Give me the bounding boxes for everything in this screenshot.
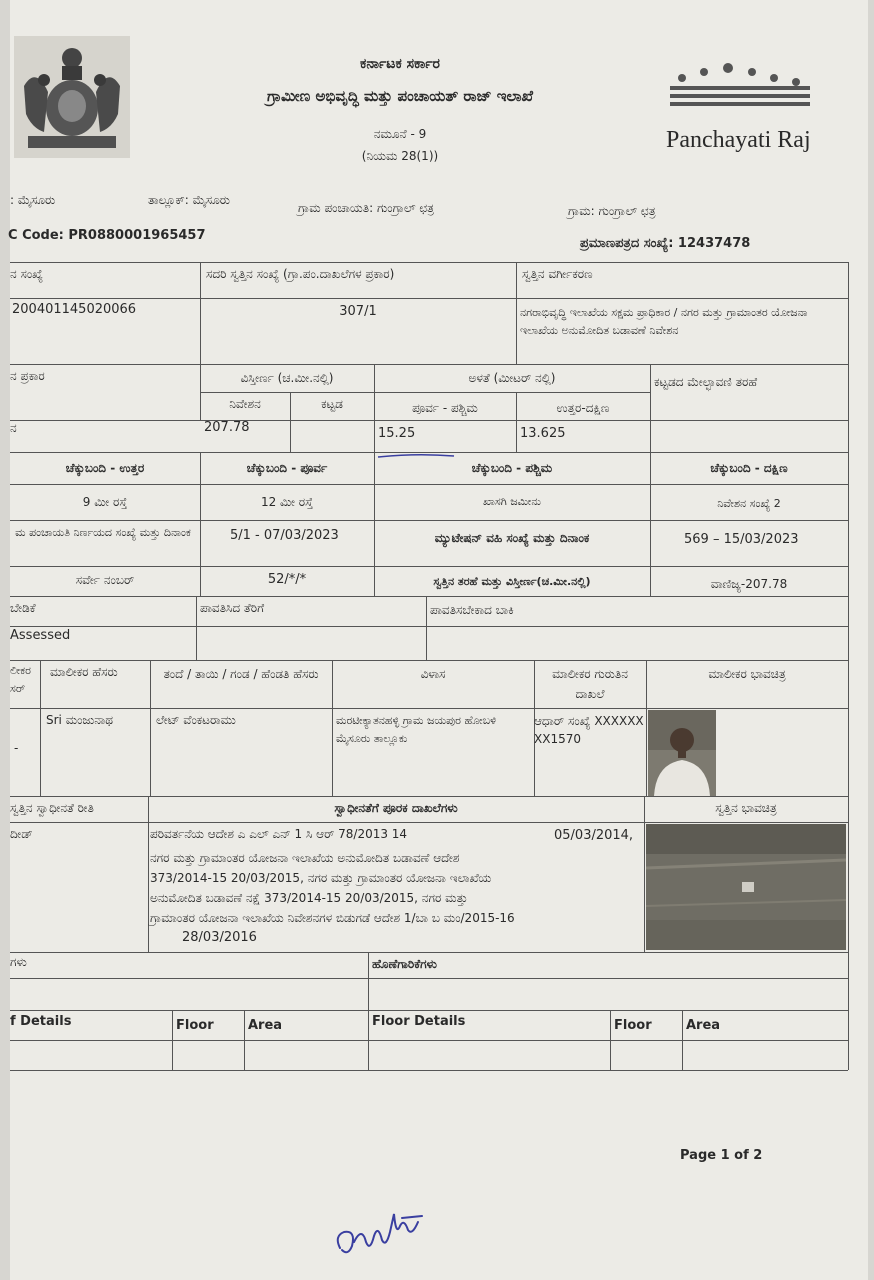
supporting-doc-line1: ಪರಿವರ್ತನೆಯ ಆದೇಶ ಎ ಎಲ್ ಎನ್ 1 ಸಿ ಆರ್ 78/2013 14 [150, 827, 408, 841]
underline-mark [376, 444, 456, 450]
village: ಗ್ರಾಮ: ಗುಂಗ್ರಾಲ್ ಛತ್ರ [568, 204, 656, 218]
header-north: ಚೆಕ್ಕುಬಂದಿ - ಉತ್ತರ [65, 461, 145, 475]
classification: ನಗರಾಭಿವೃದ್ಧಿ ಇಲಾಖೆಯ ಸಕ್ಷಮ ಪ್ರಾಧಿಕಾರ / ನಗರ ಮತ್ತು ಗ್ರಾಮಾಂತರ ಯೋಜನಾ ಇಲಾಖೆಯ ಅನುಮೋದಿತ ಬಡಾವಣೆ ನಿವೇಶನ [520, 306, 808, 337]
header-property-type: ನ ಪ್ರಕಾರ [10, 369, 45, 383]
header-supporting-docs: ಸ್ವಾಧೀನತೆಗೆ ಪೂರಕ ದಾಖಲೆಗಳು [334, 801, 458, 815]
header-gp-resolution: ಮ ಪಂಚಾಯತಿ ನಿರ್ಣಯದ ಸಂಖ್ಯೆ ಮತ್ತು ದಿನಾಂಕ [15, 526, 191, 539]
header-relation-name: ತಂದೆ / ತಾಯಿ / ಗಂಡ / ಹೆಂಡತಿ ಹೆಸರು [163, 667, 319, 681]
header-south: ಚೆಕ್ಕುಬಂದಿ - ದಕ್ಷಿಣ [710, 461, 788, 475]
property-photo [646, 824, 846, 950]
owner-number: - [14, 741, 19, 755]
header-area-1: Area [248, 1018, 283, 1033]
header-east-west: ಪೂರ್ವ - ಪಶ್ಚಿಮ [412, 401, 478, 415]
header-north-south: ಉತ್ತರ-ದಕ್ಷಿಣ [556, 401, 610, 415]
header-id-document: ಮಾಲೀಕರ ಗುರುತಿನ ದಾಖಲೆ [552, 667, 628, 701]
survey-number: 52/*/* [267, 572, 307, 587]
supporting-doc-line6: 28/03/2016 [182, 930, 257, 945]
dept-title: ಗ್ರಾಮೀಣ ಅಭಿವೃದ್ಧಿ ಮತ್ತು ಪಂಚಾಯತ್ ರಾಜ್ ಇಲಾಖೆ [266, 87, 534, 105]
header-owner-no: ಲೀಕರ ಸರ್ [10, 664, 31, 695]
header-dimensions: ಅಳತೆ (ಮೀಟರ್ ನಲ್ಲಿ) [468, 371, 556, 385]
header-liabilities: ಹೊಣೆಗಾರಿಕೆಗಳು [372, 957, 437, 971]
header-rights: ಗಳು [10, 955, 27, 969]
east-value: 12 ಮೀ ರಸ್ತೆ [260, 495, 314, 509]
supporting-doc-line3: 373/2014-15 20/03/2015, ನಗರ ಮತ್ತು ಗ್ರಾಮಾಂತರ ಯೋಜನಾ ಇಲಾಖೆಯ [150, 871, 492, 885]
header-floor-details-2: Floor Details [372, 1014, 466, 1029]
header-survey-number: ಸರ್ವೇ ನಂಬರ್ [75, 573, 135, 587]
supporting-doc-line1-date: 05/03/2014, [554, 828, 634, 843]
header-area-2: Area [686, 1018, 721, 1033]
property-kind: ವಾಣಿಜ್ಯ-207.78 [710, 577, 788, 591]
gram-panchayat: ಗ್ರಾಮ ಪಂಚಾಯತಿ: ಗುಂಗ್ರಾಲ್ ಛತ್ರ [298, 201, 435, 215]
header-address: ವಿಳಾಸ [420, 667, 446, 681]
demand-value: Assessed [10, 628, 71, 643]
north-value: 9 ಮೀ ರಸ್ತೆ [82, 495, 128, 509]
header-floor-2: Floor [614, 1018, 652, 1033]
header-acquisition-mode: ಸ್ವತ್ತಿನ ಸ್ವಾಧೀನತೆ ರೀತಿ [10, 801, 94, 815]
form-number: ನಮೂನೆ - 9 [373, 127, 427, 141]
header-classification: ಸ್ವತ್ತಿನ ವರ್ಗೀಕರಣ [522, 267, 593, 281]
relation-name: ಲೇಟ್ ವೆಂಕಟರಾಮು [156, 713, 236, 727]
header-property-number: ಸದರಿ ಸ್ವತ್ತಿನ ಸಂಖ್ಯೆ (ಗ್ರಾ.ಪಂ.ದಾಖಲೆಗಳ ಪ್ರಕಾರ) [206, 267, 395, 281]
state-emblem [14, 36, 130, 158]
owner-id: ಆಧಾರ್ ಸಂಖ್ಯೆ XXXXXXXX1570 [534, 714, 644, 746]
page-number: Page 1 of 2 [680, 1148, 763, 1163]
panchayati-raj-text: Panchayati Raj [666, 127, 811, 153]
property-id: 200401145020066 [12, 302, 137, 317]
header-owner-name: ಮಾಲೀಕರ ಹೆಸರು [50, 665, 118, 679]
header-floor-details: f Details [10, 1014, 72, 1029]
owner-name: Sri ಮಂಜುನಾಥ [46, 713, 113, 727]
header-property-id: ನ ಸಂಖ್ಯೆ [10, 267, 44, 281]
header-floor: Floor [176, 1018, 214, 1033]
header-area: ವಿಸ್ತೀರ್ಣ (ಚ.ಮೀ.ನಲ್ಲಿ) [240, 371, 334, 385]
signature [332, 1196, 432, 1266]
document-page [10, 0, 868, 1280]
lgd-code: C Code: PR0880001965457 [8, 228, 206, 243]
header-paid-tax: ಪಾವತಿಸಿದ ತೆರಿಗೆ [200, 601, 265, 615]
east-west: 15.25 [378, 426, 416, 441]
header-property-kind: ಸ್ವತ್ತಿನ ತರಹೆ ಮತ್ತು ವಿಸ್ತೀರ್ಣ(ಚ.ಮೀ.ನಲ್ಲಿ) [433, 575, 591, 588]
acquisition-mode: ದೀಡ್ [10, 827, 33, 841]
west-value: ಖಾಸಗಿ ಜಮೀನು [483, 495, 541, 508]
district: : ಮೈಸೂರು [10, 193, 56, 207]
header-owner-photo: ಮಾಲೀಕರ ಭಾವಚಿತ್ರ [708, 667, 786, 681]
rule-number: (ನಿಯಮ 28(1)) [361, 149, 439, 163]
taluk: ತಾಲ್ಲೂಕ್: ಮೈಸೂರು [148, 193, 230, 207]
supporting-doc-line4: ಅನುಮೋದಿತ ಬಡಾವಣೆ ನಕ್ಷೆ 373/2014-15 20/03/2015, ನಗರ ಮತ್ತು [150, 891, 468, 905]
owner-address: ಮರಟೀಕ್ಯಾತನಹಳ್ಳಿ ಗ್ರಾಮ ಜಯಪುರ ಹೋಬಳಿ ಮೈಸೂರು ತಾಲ್ಲೂಕು [336, 714, 497, 745]
property-type: ನ [10, 421, 17, 435]
supporting-doc-line5: ಗ್ರಾಮಾಂತರ ಯೋಜನಾ ಇಲಾಖೆಯ ನಿವೇಶನಗಳ ಬಿಡುಗಡೆ ಆದೇಶ 1/ಬಾ ಬ ಮಂ/2015-16 [150, 911, 515, 925]
header-building: ಕಟ್ಟಡ [321, 397, 343, 411]
site-area: 207.78 [204, 420, 250, 435]
north-south: 13.625 [520, 426, 566, 441]
owner-photo [648, 710, 716, 796]
mutation-register: 569 – 15/03/2023 [684, 532, 799, 547]
header-mutation: ಮ್ಯುಟೇಷನ್ ವಹಿ ಸಂಖ್ಯೆ ಮತ್ತು ದಿನಾಂಕ [434, 531, 590, 545]
supporting-doc-line2: ನಗರ ಮತ್ತು ಗ್ರಾಮಾಂತರ ಯೋಜನಾ ಇಲಾಖೆಯ ಅನುಮೋದಿತ ಬಡಾವಣೆ ಆದೇಶ [150, 851, 460, 865]
certificate-number: ಪ್ರಮಾಣಪತ್ರದ ಸಂಖ್ಯೆ: 12437478 [580, 236, 751, 251]
header-east: ಚೆಕ್ಕುಬಂದಿ - ಪೂರ್ವ [246, 461, 328, 475]
header-demand: ಬೇಡಿಕೆ [10, 601, 36, 615]
property-number: 307/1 [339, 304, 377, 319]
header-west: ಚೆಕ್ಕುಬಂದಿ - ಪಶ್ಚಿಮ [471, 461, 553, 475]
header-site: ನಿವೇಶನ [229, 397, 261, 411]
panchayati-raj-logo [660, 58, 820, 118]
gp-resolution: 5/1 - 07/03/2023 [230, 528, 339, 543]
south-value: ನಿವೇಶನ ಸಂಖ್ಯೆ 2 [717, 497, 781, 510]
govt-title: ಕರ್ನಾಟಕ ಸರ್ಕಾರ [360, 56, 440, 72]
header-roof-type: ಕಟ್ಟಡದ ಮೇಲ್ಛಾವಣಿ ತರಹೆ [654, 375, 758, 389]
header-property-photo: ಸ್ವತ್ತಿನ ಭಾವಚಿತ್ರ [715, 801, 777, 815]
header-balance: ಪಾವತಿಸಬೇಕಾದ ಬಾಕಿ [430, 603, 514, 617]
